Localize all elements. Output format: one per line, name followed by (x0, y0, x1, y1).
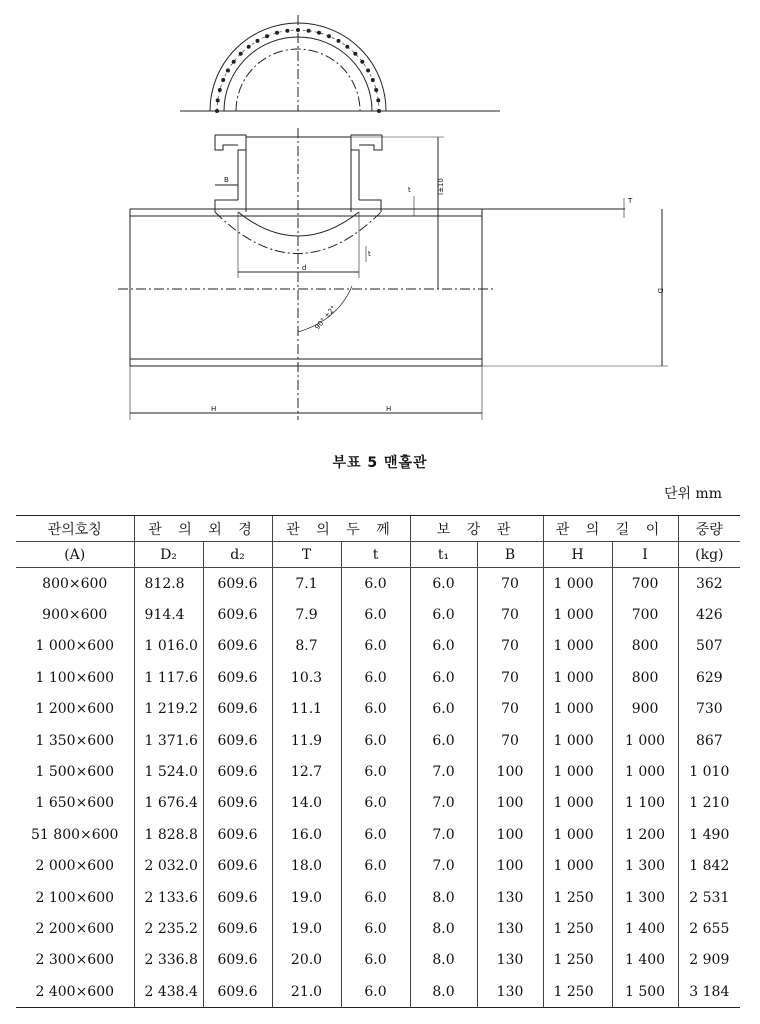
table-cell: 800 (612, 631, 678, 662)
table-cell: 609.6 (203, 599, 272, 630)
table-cell: 1 000 (543, 662, 612, 693)
bolt-hole (307, 29, 311, 33)
unit-label: 단위 mm (663, 486, 722, 502)
table-cell: 19.0 (272, 913, 341, 944)
table-row (16, 819, 740, 850)
table-cell: 8.0 (410, 976, 477, 1008)
table-cell: 6.0 (410, 694, 477, 725)
label-B: B (224, 176, 229, 184)
table-cell: 609.6 (203, 976, 272, 1008)
table-cell: 700 (612, 599, 678, 630)
table-row (16, 976, 740, 1008)
label-t-bottom: t (368, 250, 371, 258)
table-cell: 7.0 (410, 851, 477, 882)
header-weight: 중량 (678, 516, 740, 542)
table-cell: 6.0 (341, 976, 410, 1008)
bolt-hole (256, 39, 260, 43)
table-cell: 1 250 (543, 945, 612, 976)
table-cell: 130 (477, 976, 543, 1008)
bolt-hole (371, 78, 375, 82)
table-cell: 1 200×600 (35, 701, 115, 718)
sub-header-T: T (272, 542, 341, 568)
table-cell: 2 200×600 (35, 920, 115, 937)
table-cell: 7.0 (410, 788, 477, 819)
table-cell: 11.1 (272, 694, 341, 725)
header-thickness: 관 의 두 께 (272, 516, 410, 542)
table-cell: 6.0 (341, 725, 410, 756)
table-cell: 70 (477, 725, 543, 756)
table-cell: 6.0 (341, 788, 410, 819)
table-cell: 8.0 (410, 913, 477, 944)
table-cell: 1 000×600 (35, 638, 115, 655)
label-d: d (302, 264, 307, 272)
table-cell: 2 438.4 (134, 976, 203, 1008)
table-cell: 70 (477, 631, 543, 662)
table-cell: 1 676.4 (134, 788, 203, 819)
table-cell: 2 400×600 (16, 976, 134, 1008)
label-T: T (628, 197, 633, 205)
table-cell: 16.0 (272, 819, 341, 850)
table-cell: 12.7 (272, 756, 341, 787)
table-cell: 2 133.6 (134, 882, 203, 913)
table-cell: 21.0 (272, 976, 341, 1008)
table-cell: 6.0 (410, 725, 477, 756)
table-cell: 20.0 (272, 945, 341, 976)
table-cell: 6.0 (341, 913, 410, 944)
bolt-hole (226, 69, 230, 73)
sub-header-A: (A) (16, 542, 134, 568)
table-cell: 1 000 (543, 599, 612, 630)
table-cell: 609.6 (203, 913, 272, 944)
table-cell: 609.6 (203, 631, 272, 662)
bolt-hole (221, 78, 225, 82)
table-cell: 1 010 (678, 756, 740, 787)
nozzle-right-flange (351, 135, 382, 200)
table-cell: 6.0 (341, 882, 410, 913)
table-cell: 6.0 (410, 599, 477, 630)
bolt-hole (317, 31, 321, 35)
table-cell: 1 219.2 (134, 694, 203, 725)
table-cell: 70 (477, 568, 543, 600)
table-row (16, 756, 740, 787)
label-angle: 90° ±2° (313, 304, 338, 332)
bolt-hole (239, 52, 243, 56)
table-row (16, 631, 740, 662)
table-cell: 1 250 (543, 882, 612, 913)
table-cell: 2 909 (678, 945, 740, 976)
table-cell: 7.0 (410, 756, 477, 787)
table-cell: 8.7 (272, 631, 341, 662)
bolt-hole (265, 34, 269, 38)
table-row (16, 945, 740, 976)
table-cell: 3 184 (678, 976, 740, 1008)
table-cell: 130 (477, 913, 543, 944)
table-cell: 130 (477, 945, 543, 976)
bolt-hole (215, 109, 219, 113)
table-cell: 629 (678, 662, 740, 693)
bolt-hole (377, 109, 381, 113)
table-row (16, 788, 740, 819)
label-D: D (656, 288, 664, 294)
table-cell: 867 (678, 725, 740, 756)
bolt-hole (275, 31, 279, 35)
bolt-hole (374, 88, 378, 92)
label-H-left: H (211, 405, 217, 413)
angle-arc (298, 286, 352, 332)
table-cell: 2 032.0 (134, 851, 203, 882)
reinforcement-pad-right (359, 200, 381, 212)
table-cell: 1 000 (543, 568, 612, 600)
table-cell: 914.4 (134, 599, 203, 630)
table-cell: 100 (477, 851, 543, 882)
bolt-hole (285, 29, 289, 33)
table-cell: 1 200 (612, 819, 678, 850)
table-cell: 609.6 (203, 945, 272, 976)
table-cell: 1 842 (678, 851, 740, 882)
bolt-hole (337, 39, 341, 43)
table-cell: 800×600 (42, 575, 108, 592)
label-H-right: H (386, 405, 392, 413)
spec-table-body (16, 568, 740, 1008)
bolt-hole (327, 34, 331, 38)
sub-header-I: I (612, 542, 678, 568)
bolt-hole (345, 45, 349, 49)
sub-header-H: H (543, 542, 612, 568)
table-row (16, 851, 740, 882)
table-cell: 1 000 (543, 788, 612, 819)
table-cell: 1 300 (612, 851, 678, 882)
table-cell: 1 000 (543, 851, 612, 882)
table-cell: 7.0 (410, 819, 477, 850)
bolt-hole (376, 98, 380, 102)
table-cell: 1 400 (612, 913, 678, 944)
table-cell: 609.6 (203, 694, 272, 725)
sub-header-row (16, 542, 740, 568)
table-cell: 10.3 (272, 662, 341, 693)
table-cell: 609.6 (203, 725, 272, 756)
table-cell: 507 (678, 631, 740, 662)
table-cell: 1 250 (543, 976, 612, 1008)
table-cell: 1 000 (543, 819, 612, 850)
table-cell: 7.1 (272, 568, 341, 600)
table-cell: 1 371.6 (134, 725, 203, 756)
table-row (16, 913, 740, 944)
table-cell: 6.0 (341, 694, 410, 725)
table-cell: 362 (678, 568, 740, 600)
table-cell: 609.6 (203, 662, 272, 693)
table-cell: 6.0 (341, 662, 410, 693)
table-cell: 18.0 (272, 851, 341, 882)
table-cell: 1 000 (543, 725, 612, 756)
table-cell: 70 (477, 662, 543, 693)
table-cell: 8.0 (410, 882, 477, 913)
table-cell: 1 250 (543, 913, 612, 944)
table-cell: 1 650×600 (35, 795, 115, 812)
table-cell: 100 (477, 819, 543, 850)
sub-header-D2: D₂ (134, 542, 203, 568)
bolt-hole (366, 69, 370, 73)
header-nominal: 관의호칭 (16, 516, 134, 542)
sub-header-B: B (477, 542, 543, 568)
table-cell: 1 000 (612, 725, 678, 756)
table-cell: 900 (612, 694, 678, 725)
bolt-hole (218, 88, 222, 92)
table-cell: 1 500 (612, 976, 678, 1008)
table-cell: 609.6 (203, 568, 272, 600)
table-cell: 2 300×600 (35, 952, 115, 969)
table-cell: 1 000 (543, 756, 612, 787)
table-cell: 1 500×600 (35, 764, 115, 781)
bolt-hole (216, 98, 220, 102)
table-cell: 130 (477, 882, 543, 913)
bolt-hole (247, 45, 251, 49)
table-cell: 14.0 (272, 788, 341, 819)
table-cell: 6.0 (341, 945, 410, 976)
table-cell: 100 (477, 788, 543, 819)
table-cell: 812.8 (134, 568, 203, 600)
bolt-hole (296, 28, 300, 32)
table-cell: 6.0 (341, 756, 410, 787)
figure-caption: 부표 5 맨홀관 (332, 455, 428, 471)
bolt-hole (353, 52, 357, 56)
table-cell: 609.6 (203, 788, 272, 819)
table-cell: 609.6 (203, 882, 272, 913)
table-cell: 1 350×600 (35, 732, 115, 749)
table-row (16, 568, 740, 600)
nozzle-left-flange (215, 135, 246, 200)
table-row (16, 662, 740, 693)
table-row (16, 599, 740, 630)
table-cell: 100 (477, 756, 543, 787)
table-cell: 1 016.0 (134, 631, 203, 662)
spec-table (16, 515, 740, 1008)
table-cell: 700 (612, 568, 678, 600)
group-header-row (16, 516, 740, 542)
table-cell: 6.0 (410, 662, 477, 693)
header-reinforcement: 보 강 관 (410, 516, 543, 542)
table-cell: 730 (678, 694, 740, 725)
table-cell: 8.0 (410, 945, 477, 976)
label-I: I±10 (437, 178, 445, 195)
table-cell: 1 100×600 (35, 669, 115, 686)
table-cell: 1 490 (678, 819, 740, 850)
table-cell: 6.0 (410, 568, 477, 600)
table-cell: 1 400 (612, 945, 678, 976)
table-cell: 70 (477, 694, 543, 725)
table-row (16, 725, 740, 756)
bolt-hole (360, 60, 364, 64)
table-cell: 1 117.6 (134, 662, 203, 693)
table-cell: 2 531 (678, 882, 740, 913)
table-cell: 6.0 (341, 631, 410, 662)
label-t-top: t (408, 186, 411, 194)
table-cell: 800 (612, 662, 678, 693)
table-cell: 1 828.8 (134, 819, 203, 850)
sub-header-d2: d₂ (203, 542, 272, 568)
table-cell: 1 000 (543, 694, 612, 725)
table-cell: 11.9 (272, 725, 341, 756)
table-row (16, 882, 740, 913)
table-cell: 1 100 (612, 788, 678, 819)
table-cell: 6.0 (341, 851, 410, 882)
table-cell: 2 336.8 (134, 945, 203, 976)
table-cell: 6.0 (410, 631, 477, 662)
table-cell: 6.0 (341, 819, 410, 850)
sub-header-t: t (341, 542, 410, 568)
table-cell: 2 000×600 (35, 858, 115, 875)
table-cell: 70 (477, 599, 543, 630)
table-cell: 6.0 (341, 568, 410, 600)
table-cell: 2 235.2 (134, 913, 203, 944)
table-cell: 609.6 (203, 851, 272, 882)
table-cell: 900×600 (42, 607, 108, 624)
sub-header-t1: t₁ (410, 542, 477, 568)
table-cell: 2 655 (678, 913, 740, 944)
table-cell: 426 (678, 599, 740, 630)
manhole-pipe-drawing (0, 0, 760, 440)
table-cell: 609.6 (203, 756, 272, 787)
table-cell: 6.0 (341, 599, 410, 630)
table-row (16, 694, 740, 725)
header-outer-diameter: 관 의 외 경 (134, 516, 272, 542)
table-cell: 2 100×600 (35, 889, 115, 906)
table-cell: 1 524.0 (134, 756, 203, 787)
table-cell: 19.0 (272, 882, 341, 913)
reinforcement-pad-left (215, 200, 238, 212)
header-length: 관 의 길 이 (543, 516, 678, 542)
table-cell: 51 800×600 (31, 826, 119, 843)
table-cell: 1 000 (612, 756, 678, 787)
table-cell: 1 210 (678, 788, 740, 819)
table-cell: 1 300 (612, 882, 678, 913)
table-cell: 609.6 (203, 819, 272, 850)
table-cell: 7.9 (272, 599, 341, 630)
bolt-hole (232, 60, 236, 64)
table-cell: 1 000 (543, 631, 612, 662)
sub-header-kg: (kg) (678, 542, 740, 568)
